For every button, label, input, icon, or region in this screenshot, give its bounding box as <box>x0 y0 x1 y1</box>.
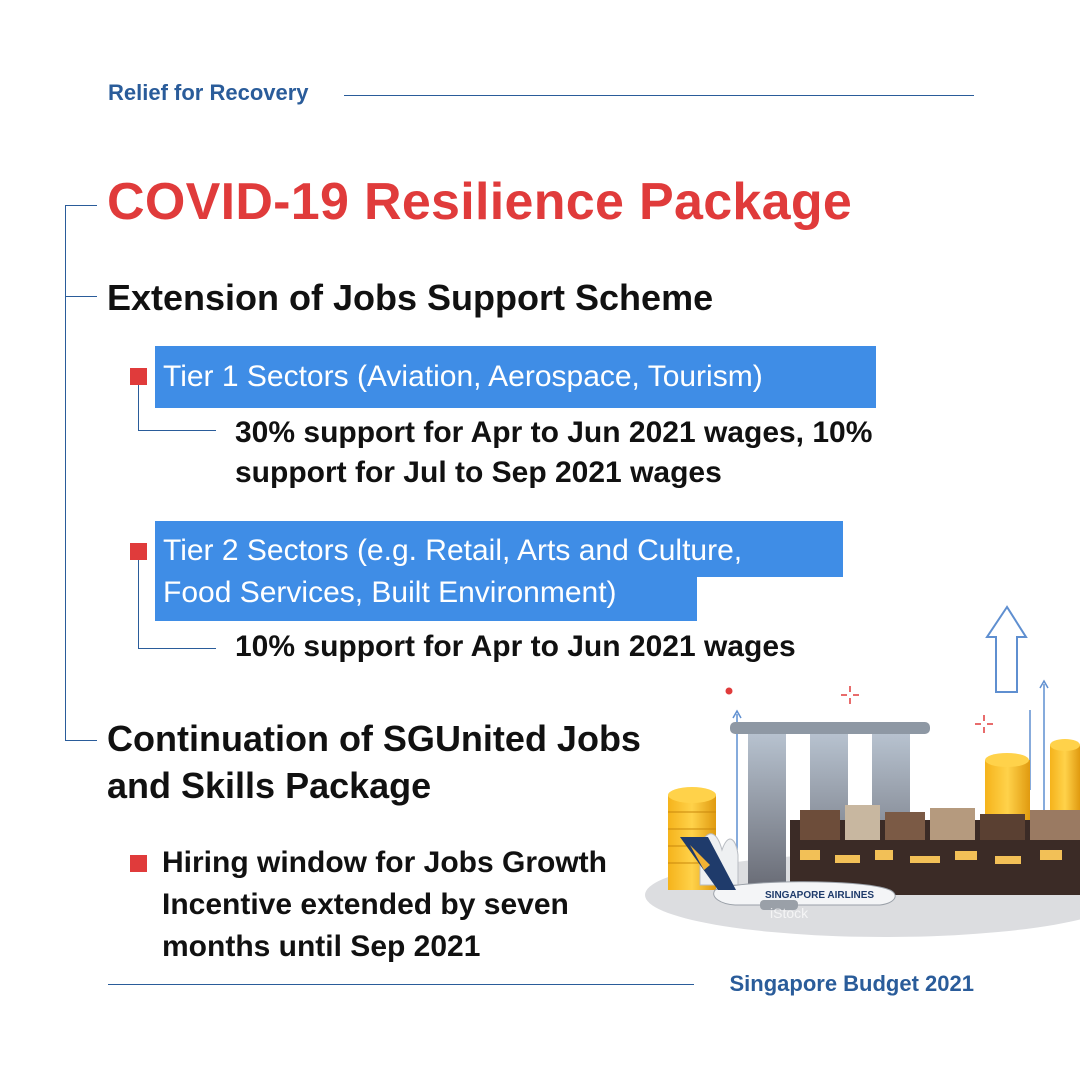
tier1-connector-v <box>138 385 139 431</box>
tier1-detail-line1: 30% support for Apr to Jun 2021 wages, 10% <box>235 416 873 449</box>
tier2-connector-h <box>138 648 216 649</box>
skyline-illustration <box>640 600 1080 945</box>
shophouses <box>790 805 1080 895</box>
watermark-text: iStock <box>770 905 809 921</box>
tier2-detail: 10% support for Apr to Jun 2021 wages <box>235 630 796 663</box>
dot-icon <box>726 688 733 695</box>
tier1-detail-line2: support for Jul to Sep 2021 wages <box>235 456 722 489</box>
bullet-tier1 <box>130 368 147 385</box>
tier2-label-line1: Tier 2 Sectors (e.g. Retail, Arts and Culture, <box>155 521 843 577</box>
tier2-label-line2: Food Services, Built Environment) <box>155 575 697 621</box>
section-heading-sgunited-line2: and Skills Package <box>107 765 432 806</box>
bullet-sgunited <box>130 855 147 872</box>
tree-vertical-line <box>65 205 66 740</box>
header-divider <box>344 95 974 96</box>
footer-label: Singapore Budget 2021 <box>729 971 974 996</box>
section-heading-jobs-support: Extension of Jobs Support Scheme <box>107 277 714 318</box>
airline-text: SINGAPORE AIRLINES <box>765 890 875 901</box>
sgunited-item-line2: Incentive extended by seven <box>162 888 569 921</box>
sparkle-icon <box>841 686 859 704</box>
footer-divider <box>108 984 694 985</box>
up-arrow-icon <box>987 607 1026 692</box>
sparkle-icon <box>975 715 993 733</box>
bullet-tier2 <box>130 543 147 560</box>
tier1-connector-h <box>138 430 216 431</box>
tier1-label: Tier 1 Sectors (Aviation, Aerospace, Tourism) <box>155 346 876 408</box>
page-title: COVID-19 Resilience Package <box>107 173 853 231</box>
tree-branch-jobs <box>65 296 97 297</box>
tree-branch-title <box>65 205 97 206</box>
tier2-connector-v <box>138 560 139 648</box>
section-heading-sgunited-line1: Continuation of SGUnited Jobs <box>107 718 641 759</box>
tree-branch-sgunited <box>65 740 97 741</box>
sgunited-item-line3: months until Sep 2021 <box>162 930 481 963</box>
kicker-label: Relief for Recovery <box>108 80 309 105</box>
sgunited-item-line1: Hiring window for Jobs Growth <box>162 846 607 879</box>
